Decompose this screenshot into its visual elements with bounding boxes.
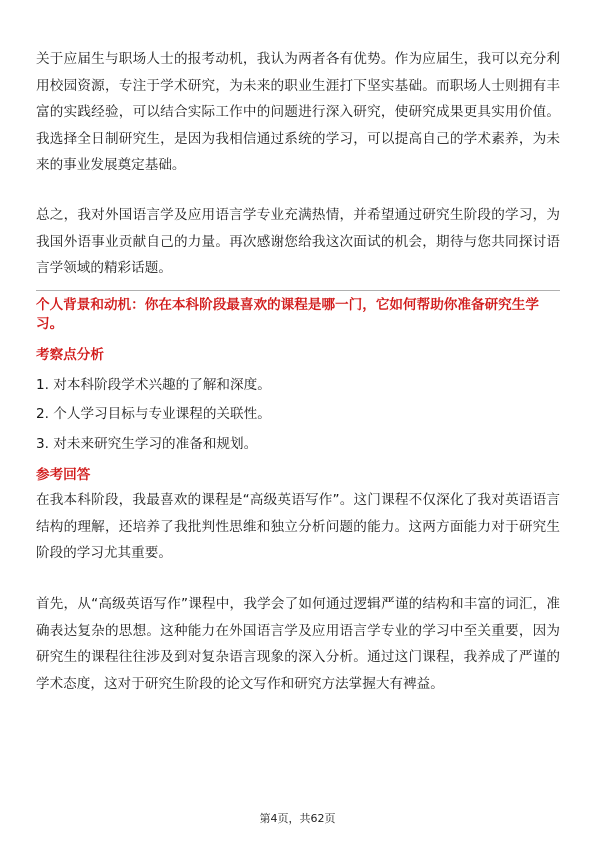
analysis-heading: 考察点分析 xyxy=(36,346,104,363)
answer-heading: 参考回答 xyxy=(36,467,91,484)
analysis-item-2: 2. 个人学习目标与专业课程的关联性。 xyxy=(36,406,271,423)
page-number: 第4页，共62页 xyxy=(259,812,336,825)
question-heading: 个人背景和动机：你在本科阶段最喜欢的课程是哪一门，它如何帮助你准备研究生学习。 xyxy=(36,296,539,333)
body-paragraph-1: 关于应届生与职场人士的报考动机，我认为两者各有优势。作为应届生，我可以充分利用校园资源，专注于学术研究，为未来的职业生涯打下坚实基础。而职场人士则拥有丰富的实践经验，可以结合实际工作中的问题进行深入研究，使研究成果更具实用价值。我选择全日制研究生，是因为我相信通过系统的学习，可以提高自己的学术素养，为未来的事业发展奠定基础。 xyxy=(36,51,560,174)
page-content xyxy=(36,46,560,697)
body-paragraph-2: 总之，我对外国语言学及应用语言学专业充满热情，并希望通过研究生阶段的学习，为我国外语事业贡献自己的力量。再次感谢您给我这次面试的机会，期待与您共同探讨语言学领域的精彩话题。 xyxy=(36,206,560,277)
analysis-item-3: 3. 对未来研究生学习的准备和规划。 xyxy=(36,435,258,452)
answer-paragraph-1: 在我本科阶段，我最喜欢的课程是“高级英语写作”。这门课程不仅深化了我对英语语言结构的理解，还培养了我批判性思维和独立分析问题的能力。这两方面能力对于研究生阶段的学习尤其重要。 xyxy=(36,492,560,562)
analysis-item-1: 1. 对本科阶段学术兴趣的了解和深度。 xyxy=(36,376,271,393)
analysis-list xyxy=(36,371,560,460)
section-divider xyxy=(36,290,560,291)
answer-paragraph-2: 首先，从“高级英语写作”课程中，我学会了如何通过逻辑严谨的结构和丰富的词汇，准确表达复杂的思想。这种能力在外国语言学及应用语言学专业的学习中至关重要，因为研究生的课程往往涉及到对复杂语言现象的深入分析。通过这门课程，我养成了严谨的学术态度，这对于研究生阶段的论文写作和研究方法掌握大有裨益。 xyxy=(36,596,560,692)
